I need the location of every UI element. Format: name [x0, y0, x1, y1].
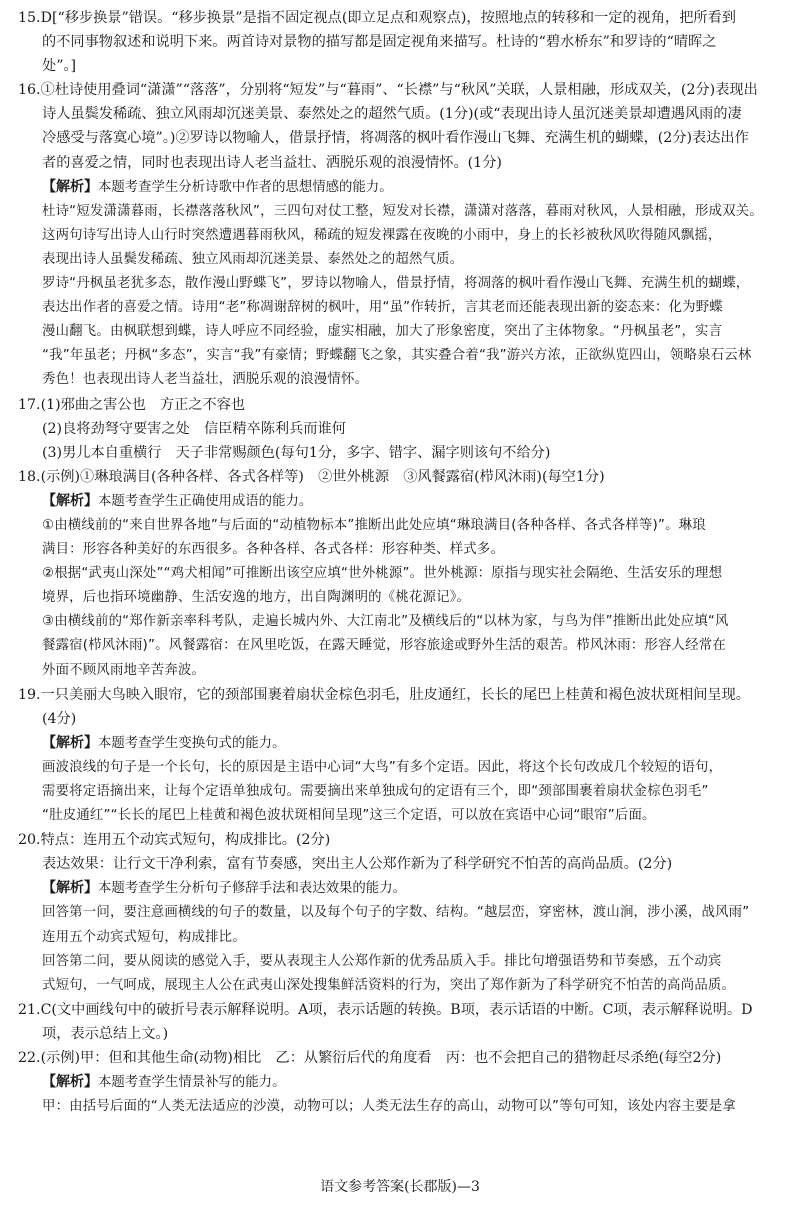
text-line: 漫山翻飞。由枫联想到蝶，诗人呼应不同经验，虚实相融，加大了形象密度，突出了主体物象。“丹枫虽老”，实言	[42, 324, 723, 340]
text-line: 满目：形容各种美好的东西很多。各种各样、各式各样：形容种类、样式多。	[42, 542, 505, 558]
text-line: 境界，后也指环境幽静、生活安逸的地方，出自陶渊明的《桃花源记》。	[42, 590, 471, 606]
text-line: ③由横线前的“郑作新亲率科考队，走遍长城内外、大江南北”及横线后的“以林为家，与鸟为伴”推断出此处应填“风	[42, 614, 729, 630]
text-line: 秀色！也表现出诗人老当益壮，洒脱乐观的浪漫情怀。	[42, 372, 369, 388]
text-line: 18.(示例)①琳琅满目(各种各样、各式各样等) ②世外桃源 ③风餐露宿(栉风沐雨)(每空1分)	[18, 468, 605, 485]
text-line: 17.(1)邪曲之害公也 方正之不容也	[18, 396, 246, 413]
text-line: 的不同事物叙述和说明下来。两首诗对景物的描写都是固定视角来描写。杜诗的“碧水桥东”和罗诗的“晴晖之	[42, 34, 717, 51]
text-line: ①由横线前的“来自世界各地”与后面的“动植物标本”推断出此处应填“琳琅满目(各种各样、各式各样等)”。琳琅	[42, 517, 706, 533]
text-line: 甲：由括号后面的“人类无法适应的沙漠，动物可以；人类无法生存的高山，动物可以”等句可知，该处内容主要是拿	[42, 1099, 736, 1115]
text-line: (4分)	[42, 710, 77, 727]
text-line: 处”。]	[42, 58, 77, 75]
text-line: 式短句，一气呵成，展现主人公在武夷山深处搜集鲜活资料的行为，突出了郑作新为了科学研究不怕苦的高尚品质。	[42, 977, 736, 993]
text-line: 22.(示例)甲：但和其他生命(动物)相比 乙：从繁衍后代的角度看 丙：也不会把自己的猎物赶尽杀绝(每空2分)	[18, 1050, 722, 1067]
text-line: 外面不顾风雨地辛苦奔波。	[42, 662, 206, 678]
text-line: 罗诗“丹枫虽老犹多态，散作漫山野蝶飞”，罗诗以物喻人，借景抒情，将凋落的枫叶看作漫山飞舞、充满生机的蝴蝶，	[42, 276, 750, 292]
text-line: 19.一只美丽大鸟映入眼帘，它的颈部围裹着扇状金棕色羽毛，肚皮通红，长长的尾巴上桂黄和褐色波状斑相间呈现。	[18, 686, 750, 703]
text-line: 表现出诗人虽鬓发稀疏、独立风雨却沉迷美景、泰然处之的超然气质。	[42, 251, 464, 267]
text-line: 20.特点：连用五个动宾式短句，构成排比。(2分)	[18, 832, 331, 849]
text-line: 表达效果：让行文干净利索，富有节奏感，突出主人公郑作新为了科学研究不怕苦的高尚品质。(2分)	[42, 856, 673, 873]
analysis-tag: 【解析】	[42, 178, 98, 195]
text-line: 者的喜爱之情，同时也表现出诗人老当益壮、洒脱乐观的浪漫情怀。(1分)	[42, 154, 502, 171]
text-line: 冷感受与落寞心境”。)②罗诗以物喻人，借景抒情，将凋落的枫叶看作漫山飞舞、充满生机的蝴蝶，(2分)表达出作	[42, 130, 749, 147]
text-line: 回答第一问，要注意画横线的句子的数量，以及每个句子的字数、结构。“越层峦，穿密林，渡山涧，涉小溪，战风雨”	[42, 905, 750, 921]
analysis-text: 本题考查学生分析句子修辞手法和表达效果的能力。	[98, 881, 406, 897]
analysis-text: 本题考查学生情景补写的能力。	[98, 1075, 286, 1091]
text-line: “肚皮通红”“长长的尾巴上桂黄和褐色波状斑相间呈现”这三个定语，可以放在宾语中心词“眼帘”后面。	[42, 808, 656, 824]
text-line: 画波浪线的句子是一个长句，长的原因是主语中心词“大鸟”有多个定语。因此，将这个长句改成几个较短的语句，	[42, 759, 723, 775]
text-line: 需要将定语摘出来，让每个定语单独成句。需要摘出来单独成句的定语有三个，即“颈部围裹着扇状金棕色羽毛”	[42, 784, 709, 799]
analysis-text: 本题考查学生变换句式的能力。	[98, 735, 286, 751]
analysis-text: 本题考查学生分析诗歌中作者的思想情感的能力。	[98, 179, 393, 195]
answer-content	[18, 6, 782, 1119]
text-line	[18, 1070, 782, 1095]
text-line: (2)良将劲弩守要害之处 信臣精卒陈利兵而谁何	[42, 420, 346, 437]
analysis-tag: 【解析】	[42, 492, 98, 509]
text-line: ②根据“武夷山深处”“鸡犬相闻”可推断出该空应填“世外桃源”。世外桃源：原指与现实社会隔绝、生活安乐的理想	[42, 566, 723, 582]
text-line: 诗人虽鬓发稀疏、独立风雨却沉迷美景、泰然处之的超然气质。(1分)(或“表现出诗人虽沉迷美景却遭遇风雨的凄	[42, 106, 742, 123]
page-footer: 语文参考答案(长郡版)—3	[320, 1179, 480, 1195]
text-line	[18, 489, 782, 514]
text-line: 这两句诗写出诗人山行时突然遭遇暮雨秋风，稀疏的短发裸露在夜晚的小雨中，身上的长衫被秋风吹得随风飘摇，	[42, 227, 722, 243]
analysis-text: 本题考查学生正确使用成语的能力。	[98, 493, 313, 509]
text-line: 15.D[“移步换景”错误。“移步换景”是指不固定视点(即立足点和观察点)，按照地点的转移和一定的视角，把所看到	[18, 10, 736, 26]
text-line: 连用五个动宾式短句，构成排比。	[42, 929, 246, 945]
text-line: 项，表示总结上文。)	[42, 1025, 169, 1042]
text-line	[18, 731, 782, 756]
text-line: 21.C(文中画线句中的破折号表示解释说明。A项，表示话题的转换。B项，表示话语的中断。C项，表示解释说明。D	[18, 1001, 753, 1018]
text-line: 回答第二问，要从阅读的感觉入手，要从表现主人公郑作新的优秀品质入手。排比句增强语势和节奏感，五个动宾	[42, 953, 722, 969]
text-line: (3)男儿本自重横行 天子非常赐颜色(每句1分，多字、错字、漏字则该句不给分)	[42, 444, 551, 461]
text-line: 杜诗“短发潇潇暮雨，长襟落落秋风”，三四句对仗工整，短发对长襟，潇潇对落落，暮雨对秋风，人景相融，形成双关。	[42, 203, 763, 219]
text-line: 餐露宿(栉风沐雨)”。风餐露宿：在风里吃饭，在露天睡觉，形容旅途或野外生活的艰苦。栉风沐雨：形容人经常在	[42, 638, 726, 654]
analysis-tag: 【解析】	[42, 1074, 98, 1091]
text-line	[18, 175, 782, 200]
analysis-tag: 【解析】	[42, 880, 98, 897]
text-line: 16.①杜诗使用叠词“潇潇”“落落”，分别将“短发”与“暮雨”、“长襟”与“秋风”关联，人景相融，形成双关，(2分)表现出	[18, 82, 758, 99]
analysis-tag: 【解析】	[42, 734, 98, 751]
text-line: “我”年虽老；丹枫“多态”，实言“我”有豪情；野蝶翻飞之象，其实叠合着“我”游兴方浓，正欲纵览四山，领略泉石云林	[42, 348, 752, 364]
text-line	[18, 876, 782, 901]
text-line: 表达出作者的喜爱之情。诗用“老”称凋谢辞树的枫叶，用“虽”作转折，言其老而还能表现出新的姿态来：化为野蝶	[42, 300, 723, 316]
